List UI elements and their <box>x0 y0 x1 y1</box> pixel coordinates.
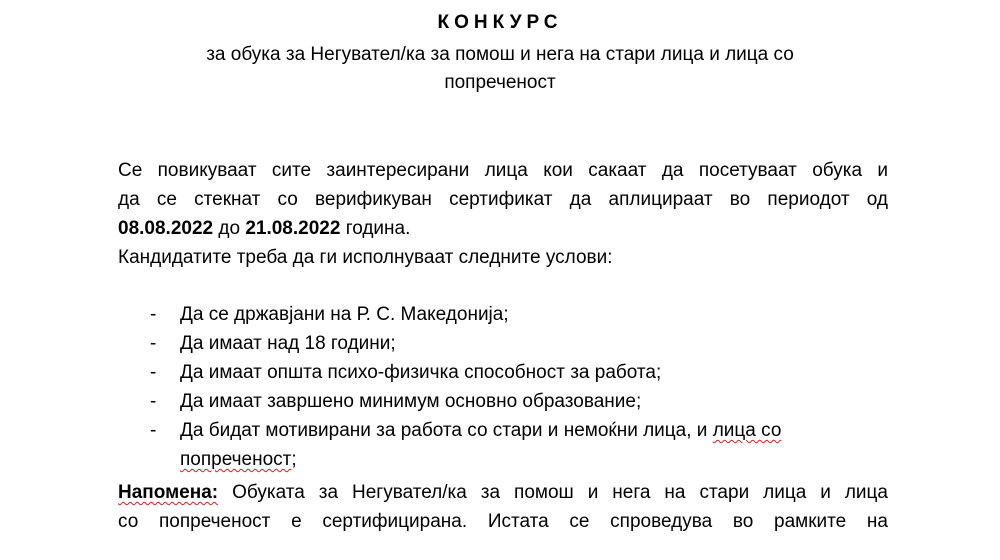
list-item-text: Да имаат над 18 години; <box>180 333 396 354</box>
document-subtitle-line-1: за обука за Негувател/ка за помош и нега на стари лица и лица со <box>206 44 794 65</box>
note-paragraph <box>118 478 888 536</box>
list-dash: - <box>150 362 157 383</box>
list-item <box>118 300 888 329</box>
list-item-text: Да бидат мотивирани за работа со стари и немоќни лица, и лица со попреченост; <box>180 420 782 470</box>
list-item <box>118 329 888 358</box>
spellcheck-underlined-text: лица со <box>712 420 782 441</box>
note-line-1: Напомена: Обуката за Негувател/ка за помош и нега на стари лица и лица <box>118 482 888 503</box>
list-dash: - <box>150 420 157 441</box>
date-suffix: година. <box>345 218 411 239</box>
date-to: 21.08.2022 <box>245 218 341 239</box>
list-item <box>118 358 888 387</box>
list-item <box>118 416 888 474</box>
conditions-label: Кандидатите треба да ги исполнуваат следните услови: <box>118 247 613 268</box>
conditions-list <box>118 300 888 474</box>
intro-line-1: Се повикуваат сите заинтересирани лица кои сакаат да посетуваат обука и <box>118 160 888 181</box>
document-subtitle-line-2: попреченост <box>444 72 556 93</box>
list-dash: - <box>150 304 157 325</box>
list-item <box>118 387 888 416</box>
intro-line-2: да се стекнат со верификуван сертификат да аплицираат во периодот од <box>118 189 888 210</box>
list-dash: - <box>150 333 157 354</box>
note-label: Напомена: <box>118 482 219 503</box>
intro-line-3 <box>118 214 888 243</box>
note-line-2: со попреченост е сертифицирана. Истата се спроведува во рамките на <box>118 511 888 532</box>
document-title: КОНКУРС <box>437 12 563 33</box>
intro-paragraph <box>118 156 888 243</box>
date-from: 08.08.2022 <box>118 218 214 239</box>
list-item-text: Да имаат завршено минимум основно образование; <box>180 391 642 412</box>
list-dash: - <box>150 391 157 412</box>
date-between: до <box>218 218 241 239</box>
spellcheck-underlined-text: попреченост <box>180 449 292 470</box>
list-item-text: Да имаат општа психо-физичка способност за работа; <box>180 362 662 383</box>
list-item-text: Да се државјани на Р. С. Македонија; <box>180 304 509 325</box>
